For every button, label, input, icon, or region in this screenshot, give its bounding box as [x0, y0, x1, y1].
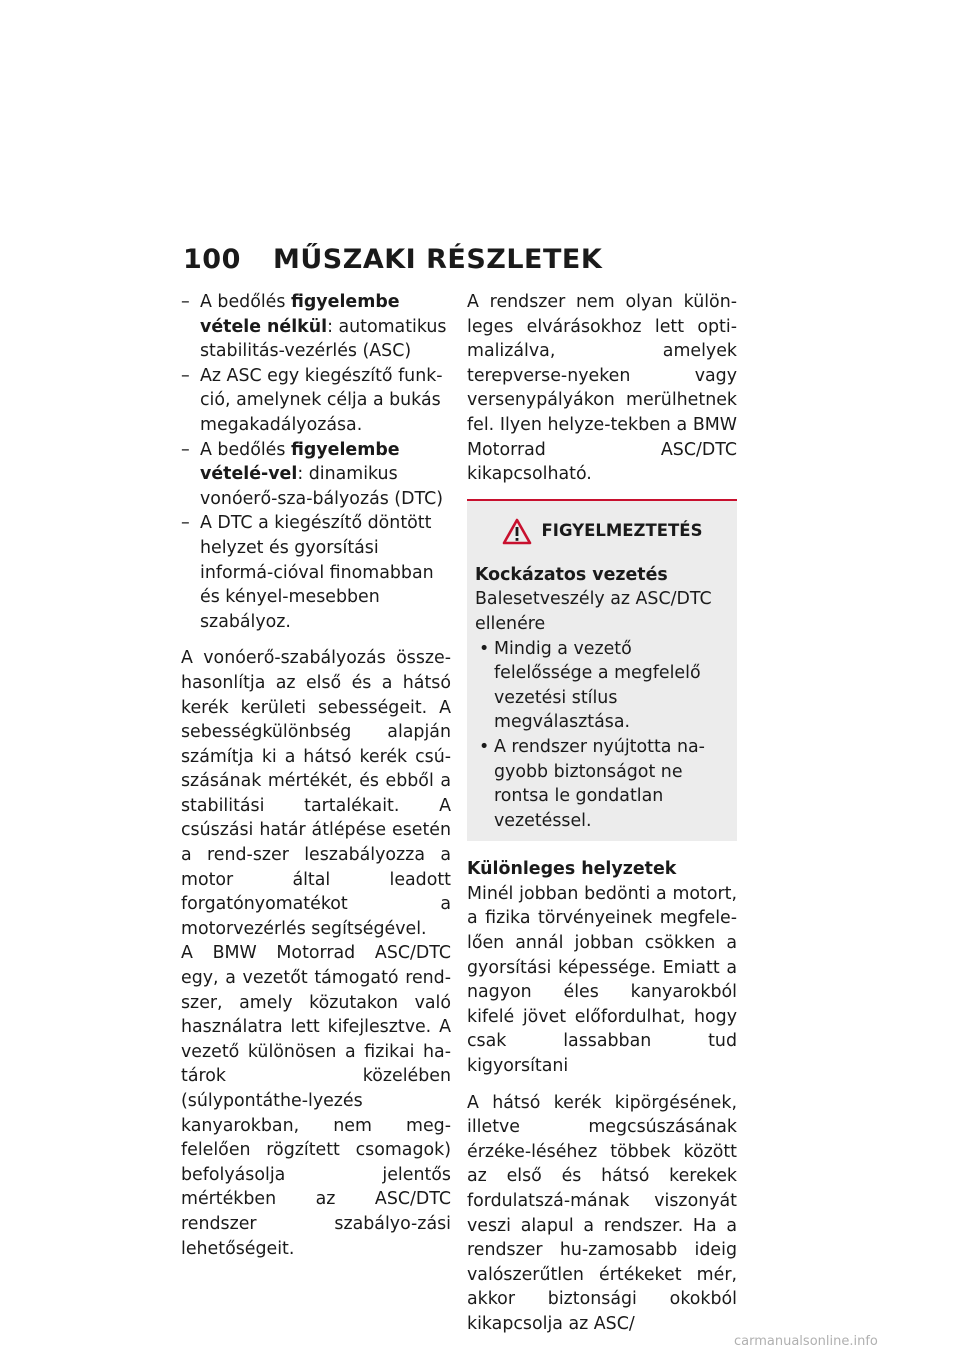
section-title: MŰSZAKI RÉSZLETEK [273, 244, 603, 275]
warning-title: FIGYELMEZTETÉS [541, 521, 703, 541]
paragraph-optimization: A rendszer nem olyan külön-leges elvárásokhoz lett opti-malizálva, amelyek terepverse-nyeken vagy versenypályákon merülhetnek fel. Ilyen helyze-tekben a BMW Motorrad ASC/DTC kikapcsolható. [467, 292, 737, 485]
paragraph-traction: A vonóerő-szabályozás össze-hasonlítja az első és a hátsó kerék kerületi sebességeit. A sebességkülönbség alapján számítja ki a hátsó kerék csú-szásának mértékét, és ebből a stabilitási tartalékait. A csúszási határ átlépése esetén a rend-szer leszabályozza a motor által leadott forgatónyomatékot a motorvezérlés segítségével. [181, 648, 451, 939]
paragraph-special: Minél jobban bedönti a motort, a fizika törvényeinek megfele-lően annál jobban csökken a gyorsítási képessége. Emiatt a nagyon éles kanyarokból kifelé jövet előfordulhat, hogy csak lassabban tud kigyorsítani [467, 883, 737, 1077]
page-number: 100 [183, 244, 241, 275]
watermark-link[interactable]: carmanualsonline.info [734, 1334, 878, 1349]
warning-header [475, 501, 729, 563]
list-item: – Az ASC egy kiegészítő funk-ció, amelynek célja a bukás megakadályozása. [181, 365, 443, 435]
warning-risk: Kockázatos vezetés [475, 564, 668, 585]
left-column [181, 290, 451, 1273]
feature-list [181, 290, 451, 634]
list-item: • A rendszer nyújtotta na-gyobb biztonságot ne rontsa le gondatlan vezetéssel. [479, 736, 705, 831]
warning-triangle-icon [502, 518, 532, 545]
list-item: – A bedőlés figyelembe vétele nélkül: automatikus stabilitás-vezérlés (ASC) [181, 292, 447, 362]
warning-bullets [475, 637, 729, 834]
subheading: Különleges helyzetek [467, 859, 677, 880]
list-item: • Mindig a vezető felelőssége a megfelelő vezetési stílus megválasztása. [479, 638, 701, 733]
paragraph-support: A BMW Motorrad ASC/DTC egy, a vezetőt támogató rend-szer, amely közutakon való használatra lett kifejlesztve. A vezető különösen a fizikai ha-tárok közelében (súlypontáthe-lyezés kanyarokban, nem meg-felelően rögzített csomagok) befolyásolja jelentős mértékben az ASC/DTC rendszer szabályo-zási lehetőségeit. [181, 943, 451, 1259]
warning-box [467, 499, 737, 842]
list-item: – A DTC a kiegészítő döntött helyzet és gyorsítási informá-cióval finomabban és kényel-mesebben szabályoz. [181, 513, 434, 632]
page-header [183, 244, 602, 275]
list-item: – A bedőlés figyelembe vételé-vel: dinamikus vonóerő-sza-bályozás (DTC) [181, 439, 444, 509]
paragraph-wheelspin: A hátsó kerék kipörgésének, illetve megcsúszásának érzéke-léséhez többek között az első és hátsó kerekek fordulatszá-mának viszonyát veszi alapul a rendszer. Ha a rendszer hu-zamosabb ideig valószerűtlen értékeket mér, akkor biztonsági okokból kikapcsolja az ASC/ [467, 1092, 737, 1334]
warning-description: Balesetveszély az ASC/DTC ellenére [475, 589, 712, 634]
right-column [467, 290, 737, 1349]
